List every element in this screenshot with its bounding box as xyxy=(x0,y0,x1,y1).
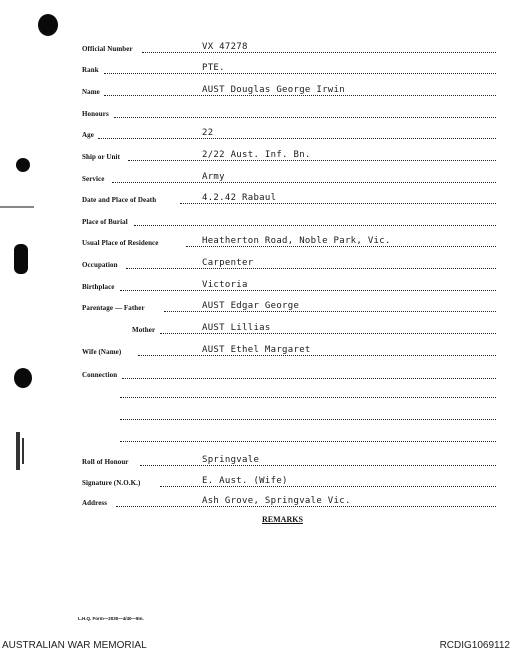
row-rank xyxy=(82,61,496,75)
field-value-date-place-death: 4.2.42 Rabaul xyxy=(202,193,277,203)
dotted-line xyxy=(104,73,496,74)
field-value-ship-or-unit: 2/22 Aust. Inf. Bn. xyxy=(202,150,311,160)
field-label: Address xyxy=(82,499,108,507)
row-connection xyxy=(82,366,496,380)
field-value-address: Ash Grove, Springvale Vic. xyxy=(202,496,351,506)
dotted-line xyxy=(116,506,496,507)
row-signature xyxy=(82,474,496,488)
field-value-name: AUST Douglas George Irwin xyxy=(202,85,345,95)
binder-hole-lower xyxy=(14,368,32,388)
binder-slot xyxy=(14,244,28,274)
row-age xyxy=(82,126,496,140)
dotted-line xyxy=(134,225,496,226)
field-label: Wife (Name) xyxy=(82,348,122,356)
dotted-line xyxy=(160,486,496,487)
field-label: Birthplace xyxy=(82,283,115,291)
field-value-roll-of-honour: Springvale xyxy=(202,455,260,465)
field-label: Place of Burial xyxy=(82,218,128,226)
field-label: Mother xyxy=(132,326,156,334)
dotted-line xyxy=(104,95,496,96)
row-father xyxy=(82,299,496,313)
row-place-of-burial xyxy=(82,213,496,227)
row-service xyxy=(82,170,496,184)
dotted-line xyxy=(98,138,496,139)
scan-streak xyxy=(16,432,20,470)
field-label: Usual Place of Residence xyxy=(82,239,159,247)
dotted-line xyxy=(112,182,496,183)
dotted-line xyxy=(164,311,496,312)
form-reference: L.H.Q. Form—2030—4/40—8m. xyxy=(78,616,144,621)
field-label: Connection xyxy=(82,371,118,379)
field-value-father: AUST Edgar George xyxy=(202,301,300,311)
row-official-number xyxy=(82,40,496,54)
row-occupation xyxy=(82,256,496,270)
field-label: Occupation xyxy=(82,261,118,269)
field-label: Signature (N.O.K.) xyxy=(82,479,141,487)
dotted-line xyxy=(126,268,496,269)
dotted-line xyxy=(120,290,496,291)
field-label: Official Number xyxy=(82,45,133,53)
scan-mark xyxy=(0,206,34,208)
dotted-line xyxy=(180,203,496,204)
row-address xyxy=(82,494,496,508)
archive-name: AUSTRALIAN WAR MEMORIAL xyxy=(2,640,147,651)
field-label: Ship or Unit xyxy=(82,153,121,161)
field-value-usual-residence: Heatherton Road, Noble Park, Vic. xyxy=(202,236,391,246)
dotted-line xyxy=(140,465,496,466)
field-value-birthplace: Victoria xyxy=(202,280,248,290)
field-label: Roll of Honour xyxy=(82,458,129,466)
field-label: Parentage — Father xyxy=(82,304,145,312)
field-label: Honours xyxy=(82,110,109,118)
binder-hole-middle-upper xyxy=(16,158,30,172)
dotted-line xyxy=(186,246,496,247)
row-wife xyxy=(82,343,496,357)
field-label: Date and Place of Death xyxy=(82,196,157,204)
blank-dotted-line xyxy=(120,419,496,420)
dotted-line xyxy=(114,117,496,118)
row-ship-or-unit xyxy=(82,148,496,162)
dotted-line xyxy=(138,355,496,356)
row-roll-of-honour xyxy=(82,453,496,467)
scan-streak xyxy=(22,438,24,464)
field-label: Service xyxy=(82,175,105,183)
field-value-rank: PTE. xyxy=(202,63,225,73)
field-value-occupation: Carpenter xyxy=(202,258,254,268)
dotted-line xyxy=(142,52,496,53)
dotted-line xyxy=(128,160,496,161)
row-birthplace xyxy=(82,278,496,292)
blank-dotted-line xyxy=(120,441,496,442)
archive-record-id: RCDIG1069112 xyxy=(439,640,510,651)
field-label: Rank xyxy=(82,66,99,74)
field-value-signature: E. Aust. (Wife) xyxy=(202,476,288,486)
row-usual-residence xyxy=(82,234,496,248)
row-honours xyxy=(82,105,496,119)
field-value-age: 22 xyxy=(202,128,214,138)
dotted-line xyxy=(160,333,496,334)
row-mother xyxy=(82,321,496,335)
field-value-wife: AUST Ethel Margaret xyxy=(202,345,311,355)
dotted-line xyxy=(122,378,496,379)
field-label: Name xyxy=(82,88,100,96)
remarks-heading: REMARKS xyxy=(262,515,303,524)
row-date-place-death xyxy=(82,191,496,205)
field-value-mother: AUST Lillias xyxy=(202,323,271,333)
field-label: Age xyxy=(82,131,94,139)
binder-hole-top xyxy=(38,14,58,36)
row-name xyxy=(82,83,496,97)
blank-dotted-line xyxy=(120,397,496,398)
field-value-service: Army xyxy=(202,172,225,182)
field-value-official-number: VX 47278 xyxy=(202,42,248,52)
archive-footer xyxy=(0,638,518,654)
